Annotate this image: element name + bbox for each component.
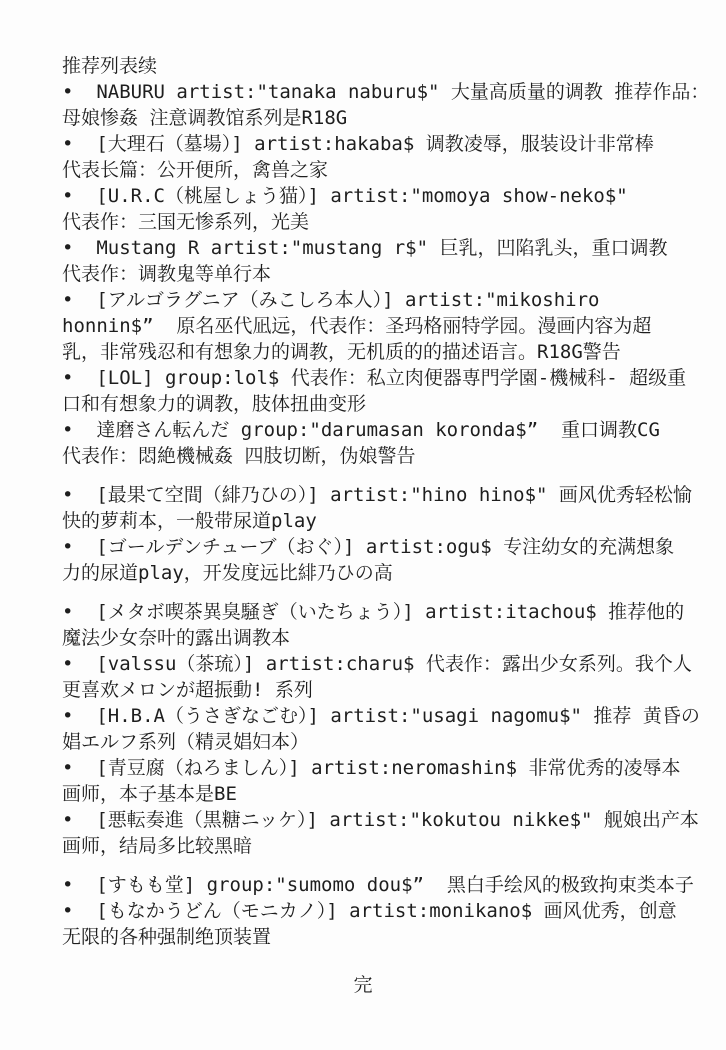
blank-line <box>62 586 722 599</box>
text-line: 娼エルフ系列（精灵娼妇本） <box>62 731 310 753</box>
blank-line <box>62 469 722 482</box>
text-line: • [ゴールデンチューブ（おぐ）] artist:ogu$ 专注幼女的充满想象 <box>62 536 675 558</box>
text-line: 更喜欢メロンが超振動! 系列 <box>62 679 313 701</box>
text-line: • [LOL] group:lol$ 代表作：私立肉便器専門学園-機械科- 超级重 <box>62 367 687 389</box>
text-line: 画师，结局多比较黑暗 <box>62 835 253 857</box>
text-line: • [U.R.C（桃屋しょう猫）] artist:"momoya show-neko$" <box>62 185 628 207</box>
text-line: • [もなかうどん（モニカノ）] artist:monikano$ 画风优秀，创意 <box>62 900 677 922</box>
text-line: 代表作：三国无惨系列，光美 <box>62 211 310 233</box>
text-line: 无限的各种强制绝顶装置 <box>62 926 272 948</box>
text-line: 代表作：悶絶機械姦 四肢切断，伪娘警告 <box>62 445 416 467</box>
text-line: • [H.B.A（うさぎなごむ）] artist:"usagi nagomu$" 推荐 黄昏の <box>62 705 700 727</box>
text-line: • [アルゴラグニア（みこしろ本人）] artist:"mikoshiro <box>62 289 600 311</box>
text-line: • [最果て空間（緋乃ひの）] artist:"hino hino$" 画风优秀轻松愉 <box>62 484 692 506</box>
document-title: 推荐列表续 <box>62 55 158 77</box>
text-line: 母娘惨姦 注意调教馆系列是R18G <box>62 107 348 129</box>
blank-line <box>62 859 722 872</box>
document-body <box>62 79 722 950</box>
text-line: • [valssu（茶琉）] artist:charu$ 代表作：露出少女系列。我个人 <box>62 653 692 675</box>
text-line: • [青豆腐（ねろましん）] artist:neromashin$ 非常优秀的凌辱本 <box>62 757 681 779</box>
text-line: • NABURU artist:"tanaka naburu$" 大量高质量的调教 推荐作品： <box>62 81 710 103</box>
text-line: 代表作：调教鬼等单行本 <box>62 263 272 285</box>
text-line: • [メタボ喫茶異臭騒ぎ（いたちょう）] artist:itachou$ 推荐他的 <box>62 601 685 623</box>
text-line: • [悪転奏進（黒糖ニッケ）] artist:"kokutou nikke$" 舰娘出产本 <box>62 809 699 831</box>
document-footer: 完 <box>353 974 373 996</box>
text-line: 快的萝莉本，一般带尿道play <box>62 510 317 532</box>
text-line: honnin$” 原名巫代凪远，代表作：圣玛格丽特学园。漫画内容为超 <box>62 315 652 337</box>
text-line: 代表长篇：公开便所，禽兽之家 <box>62 159 329 181</box>
text-line: 口和有想象力的调教，肢体扭曲变形 <box>62 393 367 415</box>
text-line: • [大理石（墓場）] artist:hakaba$ 调教凌辱，服装设计非常棒 <box>62 133 654 155</box>
text-line: 魔法少女奈叶的露出调教本 <box>62 627 291 649</box>
text-line: 画师，本子基本是BE <box>62 783 237 805</box>
text-line: 乳，非常残忍和有想象力的调教，无机质的的描述语言。R18G警告 <box>62 341 621 363</box>
text-line: 力的尿道play，开发度远比緋乃ひの高 <box>62 562 393 584</box>
text-line: • [すもも堂] group:"sumomo dou$” 黑白手绘风的极致拘束类本子 <box>62 874 694 896</box>
text-line: • 達磨さん転んだ group:"darumasan koronda$” 重口调教CG <box>62 419 660 441</box>
text-line: • Mustang R artist:"mustang r$" 巨乳，凹陷乳头，重口调教 <box>62 237 668 259</box>
